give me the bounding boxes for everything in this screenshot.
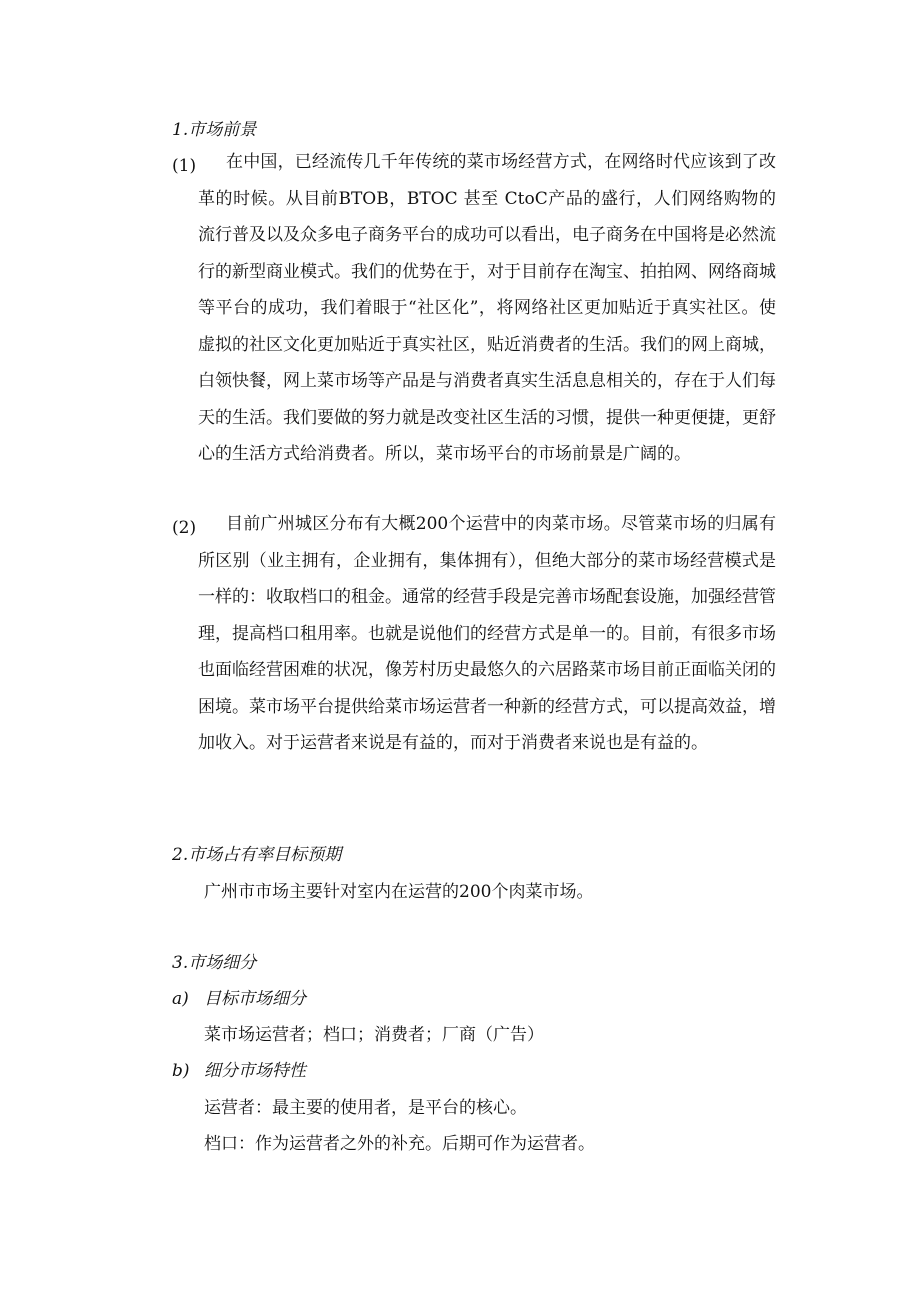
section-heading-market-share: 2.市场占有率目标预期: [172, 845, 342, 865]
trait-stall: 档口：作为运营者之外的补充。后期可作为运营者。: [204, 1134, 595, 1154]
subsection-heading-segment-traits: [172, 1059, 306, 1083]
item-marker: (2): [172, 518, 197, 538]
subsection-label: a): [172, 989, 189, 1009]
paragraph-market-outlook-2: 目前广州城区分布有大概200个运营中的肉菜市场。尽管菜市场的归属有所区别（业主拥有，企业拥有，集体拥有），但绝大部分的菜市场经营模式是一样的：收取档口的租金。通常的经营手段是完善市场配套设施，加强经营管理，提高档口租用率。也就是说他们的经营方式是单一的。目前，有很多市场也面临经营困难的状况，像芳村历史最悠久的六居路菜市场目前正面临关闭的困境。菜市场平台提供给菜市场运营者一种新的经营方式，可以提高效益，增加收入。对于运营者来说是有益的，而对于消费者来说也是有益的。: [198, 514, 776, 753]
segment-list: 菜市场运营者；档口；消费者；厂商（广告）: [204, 1025, 544, 1045]
section-heading-segmentation: 3.市场细分: [172, 953, 257, 973]
subsection-heading-target-segmentation: [172, 987, 306, 1011]
item-marker: (1): [172, 156, 197, 176]
section-heading-market-outlook: 1.市场前景: [172, 120, 257, 140]
subsection-label: b): [172, 1061, 190, 1081]
trait-operator: 运营者：最主要的使用者，是平台的核心。: [204, 1098, 527, 1118]
subsection-title: 细分市场特性: [204, 1061, 306, 1081]
subsection-title: 目标市场细分: [204, 989, 306, 1009]
market-share-text: 广州市市场主要针对室内在运营的200个肉菜市场。: [204, 882, 594, 902]
paragraph-market-outlook-1: 在中国，已经流传几千年传统的菜市场经营方式，在网络时代应该到了改革的时候。从目前BTOB，BTOC 甚至 CtoC产品的盛行，人们网络购物的流行普及以及众多电子商务平台的成功可以看出，电子商务在中国将是必然流行的新型商业模式。我们的优势在于，对于目前存在淘宝、拍拍网、网络商城等平台的成功，我们着眼于“社区化”，将网络社区更加贴近于真实社区。使虚拟的社区文化更加贴近于真实社区，贴近消费者的生活。我们的网上商城，白领快餐，网上菜市场等产品是与消费者真实生活息息相关的，存在于人们每天的生活。我们要做的努力就是改变社区生活的习惯，提供一种更便捷，更舒心的生活方式给消费者。所以，菜市场平台的市场前景是广阔的。: [198, 152, 776, 464]
